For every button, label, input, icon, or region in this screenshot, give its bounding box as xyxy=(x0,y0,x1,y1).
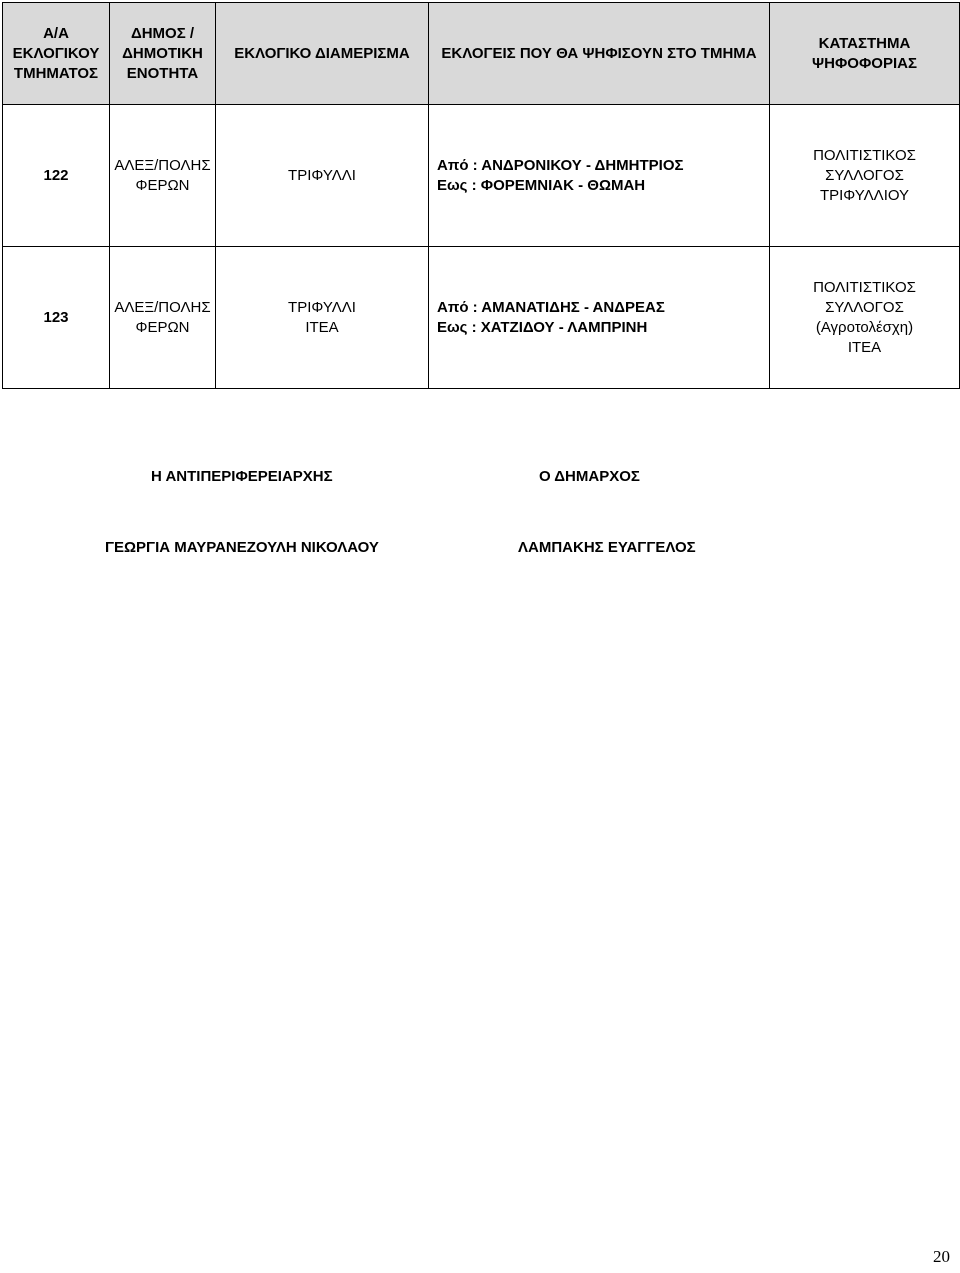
section-number: 123 xyxy=(3,247,110,389)
table-row xyxy=(3,247,960,389)
section-number: 122 xyxy=(3,105,110,247)
venue-line: ΠΟΛΙΤΙΣΤΙΚΟΣ xyxy=(813,278,916,296)
district-cell xyxy=(216,105,429,247)
municipality-line: ΦΕΡΩΝ xyxy=(135,318,190,336)
voters-from: Από : ΑΜΑΝΑΤΙΔΗΣ - ΑΝΔΡΕΑΣ xyxy=(437,298,665,316)
mayor-name: ΛΑΜΠΑΚΗΣ ΕΥΑΓΓΕΛΟΣ xyxy=(518,539,696,556)
venue-cell xyxy=(770,247,960,389)
voters-range-cell xyxy=(429,247,770,389)
polling-stations-table xyxy=(2,2,960,389)
venue-cell xyxy=(770,105,960,247)
municipality-line: ΦΕΡΩΝ xyxy=(135,176,190,194)
table-row xyxy=(3,105,960,247)
venue-line: ΠΟΛΙΤΙΣΤΙΚΟΣ xyxy=(813,146,916,164)
header-polling-venue: ΚΑΤΑΣΤΗΜΑ ΨΗΦΟΦΟΡΙΑΣ xyxy=(770,3,960,105)
district-line: ΙΤΕΑ xyxy=(305,318,339,336)
page-number: 20 xyxy=(933,1247,950,1266)
table-header-row xyxy=(3,3,960,105)
voters-to: Εως : ΧΑΤΖΙΔΟΥ - ΛΑΜΠΡΙΝΗ xyxy=(437,318,648,336)
municipality-line: ΑΛΕΞ/ΠΟΛΗΣ xyxy=(114,156,211,174)
voters-to: Εως : ΦΟΡΕΜΝΙΑΚ - ΘΩΜΑΗ xyxy=(437,176,646,194)
district-line: ΤΡΙΦΥΛΛΙ xyxy=(288,298,356,316)
header-electoral-district: ΕΚΛΟΓΙΚΟ ΔΙΑΜΕΡΙΣΜΑ xyxy=(216,3,429,105)
venue-line: ΤΡΙΦΥΛΛΙΟΥ xyxy=(819,186,910,204)
municipality-cell xyxy=(110,247,216,389)
voters-range-cell xyxy=(429,105,770,247)
district-cell xyxy=(216,247,429,389)
district-line: ΤΡΙΦΥΛΛΙ xyxy=(288,166,356,184)
venue-line: ΙΤΕΑ xyxy=(847,338,882,356)
mayor-title: Ο ΔΗΜΑΡΧΟΣ xyxy=(539,468,640,485)
municipality-cell xyxy=(110,105,216,247)
deputy-governor-name: ΓΕΩΡΓΙΑ ΜΑΥΡΑΝΕΖΟΥΛΗ ΝΙΚΟΛΑΟΥ xyxy=(105,539,379,556)
header-section-number: Α/Α ΕΚΛΟΓΙΚΟΥ ΤΜΗΜΑΤΟΣ xyxy=(3,3,110,105)
municipality-line: ΑΛΕΞ/ΠΟΛΗΣ xyxy=(114,298,211,316)
venue-line: ΣΥΛΛΟΓΟΣ xyxy=(825,298,904,316)
deputy-governor-title: Η ΑΝΤΙΠΕΡΙΦΕΡΕΙΑΡΧΗΣ xyxy=(151,468,333,485)
venue-line: (Αγροτολέσχη) xyxy=(815,318,914,336)
voters-from: Από : ΑΝΔΡΟΝΙΚΟΥ - ΔΗΜΗΤΡΙΟΣ xyxy=(437,156,684,174)
header-voters: ΕΚΛΟΓΕΙΣ ΠΟΥ ΘΑ ΨΗΦΙΣΟΥΝ ΣΤΟ ΤΜΗΜΑ xyxy=(429,3,770,105)
venue-line: ΣΥΛΛΟΓΟΣ xyxy=(825,166,904,184)
header-municipality: ΔΗΜΟΣ / ΔΗΜΟΤΙΚΗ ΕΝΟΤΗΤΑ xyxy=(110,3,216,105)
